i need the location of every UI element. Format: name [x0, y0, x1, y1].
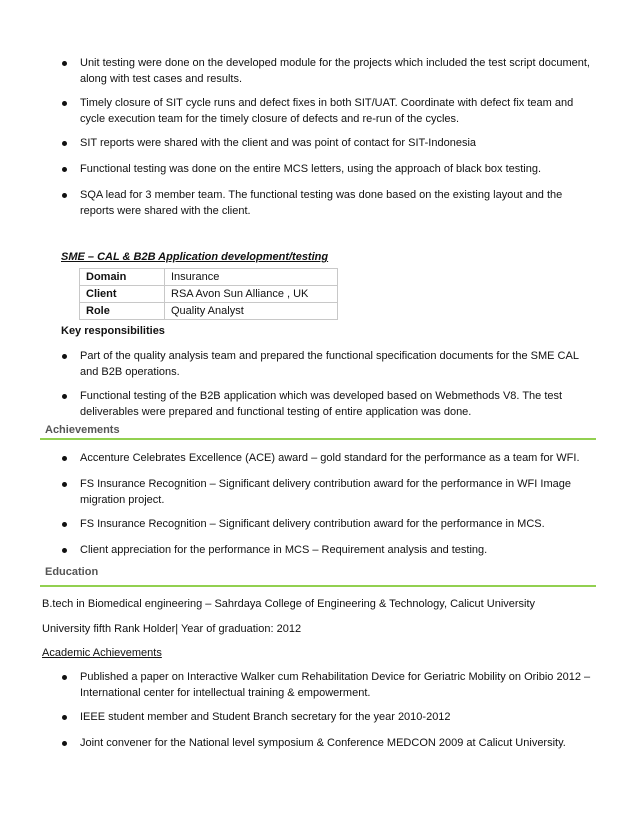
project-info-table	[79, 268, 338, 320]
list-item	[0, 388, 638, 422]
bullet-icon	[62, 522, 67, 527]
list-item-text: Client appreciation for the performance in MCS – Requirement analysis and testing.	[80, 544, 488, 556]
degree-text: B.tech in Biomedical engineering – Sahrdaya College of Engineering & Technology, Calicut University	[42, 598, 536, 610]
responsibility-list	[0, 348, 638, 422]
bullet-icon	[62, 482, 67, 487]
list-item	[0, 135, 638, 153]
project-bullet-list	[0, 55, 638, 221]
achievements-heading: Achievements	[45, 424, 120, 436]
bullet-icon	[62, 167, 67, 172]
list-item	[0, 55, 638, 89]
list-item	[0, 709, 638, 727]
bullet-icon	[62, 456, 67, 461]
bullet-icon	[62, 548, 67, 553]
list-item-text: Functional testing of the B2B application which was developed based on Webmethods V8. The test deliverables were prepared and functional testing of entire application was done.	[80, 390, 563, 418]
list-item-text: IEEE student member and Student Branch secretary for the year 2010-2012	[80, 711, 451, 723]
bullet-icon	[62, 394, 67, 399]
education-heading: Education	[45, 566, 99, 578]
list-item-text: SQA lead for 3 member team. The functional testing was done based on the existing layout and the reports were shared with the client.	[80, 189, 563, 217]
list-item	[0, 476, 638, 510]
list-item-text: Functional testing was done on the entire MCS letters, using the approach of black box testing.	[80, 163, 542, 175]
bullet-icon	[62, 675, 67, 680]
achievements-list	[0, 450, 638, 560]
rank-text: University fifth Rank Holder| Year of graduation: 2012	[42, 623, 302, 635]
list-item	[0, 95, 638, 129]
section-divider	[40, 585, 596, 587]
bullet-icon	[62, 715, 67, 720]
bullet-icon	[62, 141, 67, 146]
key-responsibilities-label: Key responsibilities	[61, 325, 165, 337]
list-item	[0, 161, 638, 179]
list-item	[0, 348, 638, 382]
bullet-icon	[62, 61, 67, 66]
list-item-text: FS Insurance Recognition – Significant delivery contribution award for the performance in WFI Image migration project.	[80, 478, 571, 506]
list-item-text: FS Insurance Recognition – Significant delivery contribution award for the performance in MCS.	[80, 518, 545, 530]
table-value: RSA Avon Sun Alliance , UK	[165, 286, 338, 303]
bullet-icon	[62, 741, 67, 746]
list-item-text: Unit testing were done on the developed module for the projects which included the test script document, along with test cases and results.	[80, 57, 590, 85]
table-key: Domain	[80, 269, 165, 286]
list-item	[0, 516, 638, 534]
table-row	[80, 303, 338, 320]
list-item	[0, 187, 638, 221]
bullet-icon	[62, 354, 67, 359]
list-item	[0, 735, 638, 753]
list-item-text: SIT reports were shared with the client and was point of contact for SIT-Indonesia	[80, 137, 477, 149]
project-title: SME – CAL & B2B Application development/testing	[61, 251, 329, 263]
list-item	[0, 669, 638, 703]
list-item-text: Timely closure of SIT cycle runs and defect fixes in both SIT/UAT. Coordinate with defect fix team and cycle execution team for the timely closure of defects and re-run of the cycles.	[80, 97, 574, 125]
table-value: Quality Analyst	[165, 303, 338, 320]
list-item-text: Accenture Celebrates Excellence (ACE) award – gold standard for the performance as a team for WFI.	[80, 452, 580, 464]
academic-achievements-list	[0, 669, 638, 753]
list-item	[0, 542, 638, 560]
table-value: Insurance	[165, 269, 338, 286]
bullet-icon	[62, 193, 67, 198]
table-row	[80, 269, 338, 286]
list-item-text: Part of the quality analysis team and prepared the functional specification documents for the SME CAL and B2B operations.	[80, 350, 579, 378]
table-key: Role	[80, 303, 165, 320]
list-item-text: Joint convener for the National level symposium & Conference MEDCON 2009 at Calicut University.	[80, 737, 566, 749]
academic-achievements-heading: Academic Achievements	[42, 647, 162, 659]
section-divider	[40, 438, 596, 440]
table-key: Client	[80, 286, 165, 303]
table-row	[80, 286, 338, 303]
list-item	[0, 450, 638, 468]
bullet-icon	[62, 101, 67, 106]
list-item-text: Published a paper on Interactive Walker cum Rehabilitation Device for Geriatric Mobility on Oribio 2012 – International center for intellectual training & empowerment.	[80, 671, 591, 699]
